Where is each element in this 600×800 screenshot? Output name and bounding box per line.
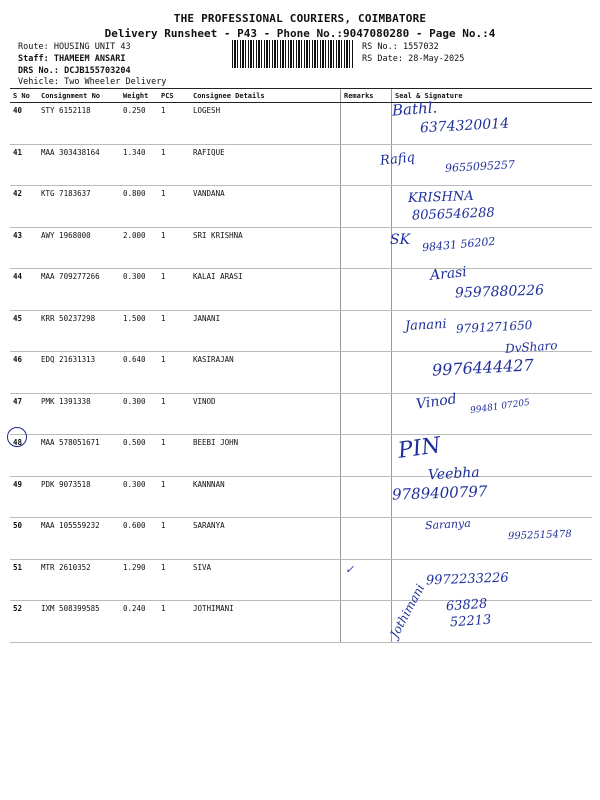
signature-50-name: Saranya	[424, 516, 472, 533]
route-label: Route:	[18, 42, 49, 52]
row-consignment: IXM 508399585	[38, 601, 120, 643]
row-remarks	[341, 186, 392, 228]
row-pcs: 1	[158, 601, 190, 643]
row-consignee: KASIRAJAN	[190, 352, 341, 394]
row-sno: 49	[10, 476, 38, 518]
signature-41-name: Rafiq	[379, 150, 416, 169]
row-48-circle-mark	[7, 427, 27, 447]
row-remarks	[341, 601, 392, 643]
row-remarks	[341, 476, 392, 518]
row-weight: 0.640	[120, 352, 158, 394]
row-weight: 0.300	[120, 393, 158, 435]
row-consignee: JANANI	[190, 310, 341, 352]
row-weight: 0.300	[120, 269, 158, 311]
col-sno: S No	[10, 89, 38, 103]
row-consignee: VINOD	[190, 393, 341, 435]
row-sno: 47	[10, 393, 38, 435]
row-weight: 0.250	[120, 103, 158, 145]
col-signature: Seal & Signature	[392, 89, 593, 103]
vehicle-value: Two Wheeler Delivery	[64, 77, 167, 87]
row-consignee: KALAI ARASI	[190, 269, 341, 311]
row-consignee: KANNNAN	[190, 476, 341, 518]
row-pcs: 1	[158, 227, 190, 269]
rs-no-line	[362, 41, 439, 53]
rs-date-line	[362, 53, 464, 65]
staff-label: Staff:	[18, 54, 49, 64]
row-pcs: 1	[158, 310, 190, 352]
row-consignment: MTR 2610352	[38, 559, 120, 601]
col-consignee: Consignee Details	[190, 89, 341, 103]
company-title: THE PROFESSIONAL COURIERS, COIMBATORE	[173, 12, 427, 25]
row-consignee: SARANYA	[190, 518, 341, 560]
row-remarks	[341, 103, 392, 145]
signature-40-name: Bathl.	[391, 98, 438, 120]
row-sno: 40	[10, 103, 38, 145]
rs-no-label: RS No.:	[362, 42, 398, 52]
row-weight: 0.800	[120, 186, 158, 228]
row-weight: 0.600	[120, 518, 158, 560]
row-sno: 44	[10, 269, 38, 311]
signature-41-phone: 9655095257	[444, 158, 516, 175]
col-pcs: PCS	[158, 89, 190, 103]
rs-no-value: 1557032	[402, 42, 439, 52]
table-row	[10, 518, 592, 560]
signature-52-phone-2: 52213	[449, 612, 492, 631]
row-consignee: VANDANA	[190, 186, 341, 228]
barcode	[232, 40, 354, 68]
table-header-row	[10, 89, 592, 103]
table-row	[10, 435, 592, 477]
row-sno: 52	[10, 601, 38, 643]
signature-50-phone: 9952515478	[507, 528, 572, 543]
table-row	[10, 601, 592, 643]
row-weight: 0.300	[120, 476, 158, 518]
row-consignment: EDQ 21631313	[38, 352, 120, 394]
row-pcs: 1	[158, 186, 190, 228]
drs-label: DRS No.:	[18, 66, 59, 76]
signature-45-phone: 9791271650	[455, 318, 533, 336]
signature-46-name: DvSharo	[504, 338, 558, 356]
route-value: HOUSING UNIT 43	[53, 42, 131, 52]
signature-49-name: Veebha	[427, 464, 481, 484]
row-consignee: RAFIQUE	[190, 144, 341, 186]
row-consignee: JOTHIMANI	[190, 601, 341, 643]
table-row	[10, 476, 592, 518]
row-pcs: 1	[158, 559, 190, 601]
rs-date-value: 28-May-2025	[408, 54, 465, 64]
row-remarks	[341, 310, 392, 352]
table-row	[10, 393, 592, 435]
row-consignment: MAA 578051671	[38, 435, 120, 477]
signature-40-phone: 6374320014	[419, 115, 510, 137]
row-pcs: 1	[158, 352, 190, 394]
row-consignment: AWY 1968000	[38, 227, 120, 269]
row-pcs: 1	[158, 393, 190, 435]
row-sno: 51	[10, 559, 38, 601]
signature-51-name: 9972233226	[425, 570, 509, 589]
signature-42-phone: 8056546288	[411, 205, 495, 224]
signature-46-phone: 9976444427	[431, 355, 535, 380]
row-sno: 42	[10, 186, 38, 228]
col-weight: Weight	[120, 89, 158, 103]
row-weight: 1.340	[120, 144, 158, 186]
drs-value: DCJB155703204	[64, 66, 131, 76]
row-remarks	[341, 227, 392, 269]
row-sno: 45	[10, 310, 38, 352]
signature-42-name: KRISHNA	[407, 188, 474, 207]
row-remarks	[341, 352, 392, 394]
row-consignee: SIVA	[190, 559, 341, 601]
vehicle-label: Vehicle:	[18, 77, 59, 87]
row-sno: 48	[10, 435, 38, 477]
row-consignment: STY 6152118	[38, 103, 120, 145]
route-line	[18, 41, 131, 53]
row-sno: 50	[10, 518, 38, 560]
row-pcs: 1	[158, 518, 190, 560]
row-remarks	[341, 435, 392, 477]
rs-date-label: RS Date:	[362, 54, 403, 64]
row-weight: 0.500	[120, 435, 158, 477]
runsheet-title: Delivery Runsheet - P43 - Phone No.:9047080280 - Page No.:4	[104, 27, 496, 40]
vehicle-line	[18, 76, 166, 88]
signature-44-name: Arasi	[429, 264, 468, 284]
row-consignment: KRR 50237298	[38, 310, 120, 352]
table-row	[10, 227, 592, 269]
row-weight: 2.000	[120, 227, 158, 269]
row-pcs: 1	[158, 435, 190, 477]
col-remarks: Remarks	[341, 89, 392, 103]
row-remarks	[341, 269, 392, 311]
row-weight: 0.240	[120, 601, 158, 643]
row-weight: 1.290	[120, 559, 158, 601]
row-consignment: MAA 105559232	[38, 518, 120, 560]
table-row	[10, 186, 592, 228]
row-remarks	[341, 393, 392, 435]
col-consignment: Consignment No	[38, 89, 120, 103]
signature-52-name: Jothimani	[387, 581, 428, 641]
row-consignment: MAA 709277266	[38, 269, 120, 311]
row-sno: 46	[10, 352, 38, 394]
row-pcs: 1	[158, 476, 190, 518]
signature-48-name: PIN	[396, 433, 443, 464]
row-pcs: 1	[158, 144, 190, 186]
signature-44-phone: 9597880226	[454, 282, 545, 302]
row-consignment: PDK 9073518	[38, 476, 120, 518]
tick-mark: ✓	[345, 563, 355, 576]
signature-43-phone: 98431 56202	[421, 234, 496, 255]
signature-47-name: Vinod	[415, 391, 458, 413]
signature-43-name: SK	[390, 232, 411, 248]
row-consignee: LOGESH	[190, 103, 341, 145]
row-pcs: 1	[158, 103, 190, 145]
row-sno: 43	[10, 227, 38, 269]
row-pcs: 1	[158, 269, 190, 311]
signature-47-phone: 99481 07205	[469, 397, 531, 417]
staff-line	[18, 53, 126, 65]
row-consignment: MAA 303438164	[38, 144, 120, 186]
row-remarks	[341, 518, 392, 560]
row-weight: 1.500	[120, 310, 158, 352]
row-consignee: SRI KRISHNA	[190, 227, 341, 269]
row-consignment: PMK 1391338	[38, 393, 120, 435]
staff-value: THAMEEM ANSARI	[53, 54, 126, 64]
signature-45-name: Janani	[404, 316, 447, 335]
signature-52-phone-1: 63828	[445, 596, 488, 615]
row-sno: 41	[10, 144, 38, 186]
row-consignee: BEEBI JOHN	[190, 435, 341, 477]
row-consignment: KTG 7183637	[38, 186, 120, 228]
row-signature	[392, 601, 593, 643]
signature-49-phone: 9789400797	[391, 482, 488, 504]
